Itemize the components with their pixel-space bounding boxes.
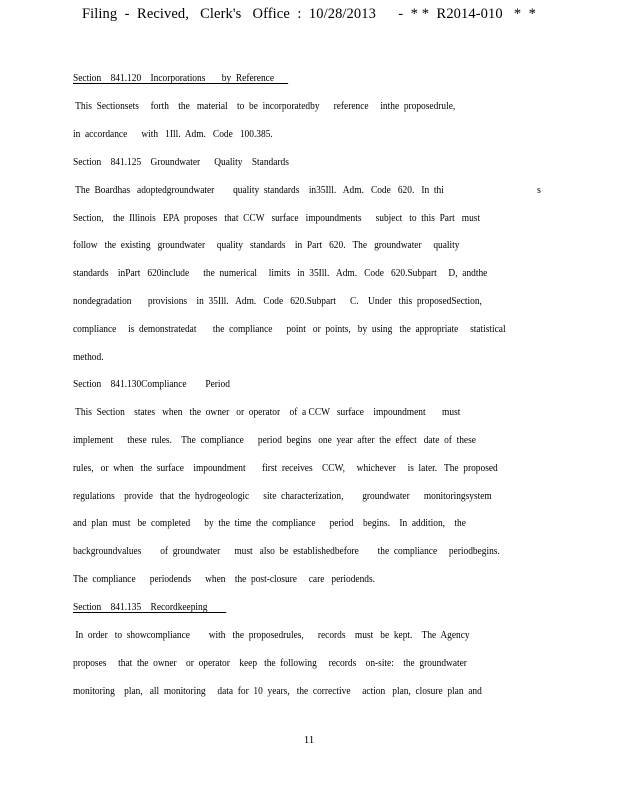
stray-character: s xyxy=(537,185,541,196)
paragraph-line: proposes that the owner or operator keep the following records on-site: the groundwater xyxy=(73,658,467,669)
page-number: 11 xyxy=(303,734,315,746)
paragraph-line: regulations provide that the hydrogeologic site characterization, groundwater monitoringsystem xyxy=(73,491,492,502)
section-heading-841-125: Section 841.125 Groundwater Quality Standards xyxy=(73,157,289,168)
paragraph-line: This Section states when the owner or operator of a CCW surface impoundment must xyxy=(73,407,461,418)
paragraph-line: monitoring plan, all monitoring data for 10 years, the corrective action plan, closure plan and xyxy=(73,686,482,697)
paragraph-line: in accordance with 1Ill. Adm. Code 100.385. xyxy=(73,129,273,140)
section-heading-841-130: Section 841.130Compliance Period xyxy=(73,379,230,390)
paragraph-line: The Boardhas adoptedgroundwater quality standards in35Ill. Adm. Code 620. In thi xyxy=(73,185,444,196)
paragraph-line: In order to showcompliance with the proposedrules, records must be kept. The Agency xyxy=(73,630,470,641)
paragraph-line: This Sectionsets forth the material to be incorporatedby reference inthe proposedrule, xyxy=(73,101,456,112)
paragraph-line: standards inPart 620include the numerical limits in 35Ill. Adm. Code 620.Subpart D, andthe xyxy=(73,268,488,279)
paragraph-line: nondegradation provisions in 35Ill. Adm. Code 620.Subpart C. Under this proposedSection, xyxy=(73,296,482,307)
paragraph-line: The compliance periodends when the post-closure care periodends. xyxy=(73,574,376,585)
section-heading-841-135: Section 841.135 Recordkeeping xyxy=(73,602,227,613)
paragraph-line: Section, the Illinois EPA proposes that CCW surface impoundments subject to this Part must xyxy=(73,213,481,224)
paragraph-line: compliance is demonstratedat the compliance point or points, by using the appropriate statistical xyxy=(73,324,506,335)
paragraph-line: method. xyxy=(73,352,104,363)
paragraph-line: rules, or when the surface impoundment first receives CCW, whichever is later. The proposed xyxy=(73,463,498,474)
paragraph-line: backgroundvalues of groundwater must also be establishedbefore the compliance periodbegins. xyxy=(73,546,500,557)
paragraph-line: follow the existing groundwater quality standards in Part 620. The groundwater quality xyxy=(73,240,460,251)
section-heading-841-120: Section 841.120 Incorporations by Reference xyxy=(73,73,289,84)
paragraph-line: implement these rules. The compliance period begins one year after the effect date of these xyxy=(73,435,476,446)
paragraph-line: and plan must be completed by the time the compliance period begins. In addition, the xyxy=(73,518,466,529)
filing-header: Filing - Recived, Clerk's Office : 10/28/2013 - * * R2014-010 * * xyxy=(81,6,537,22)
